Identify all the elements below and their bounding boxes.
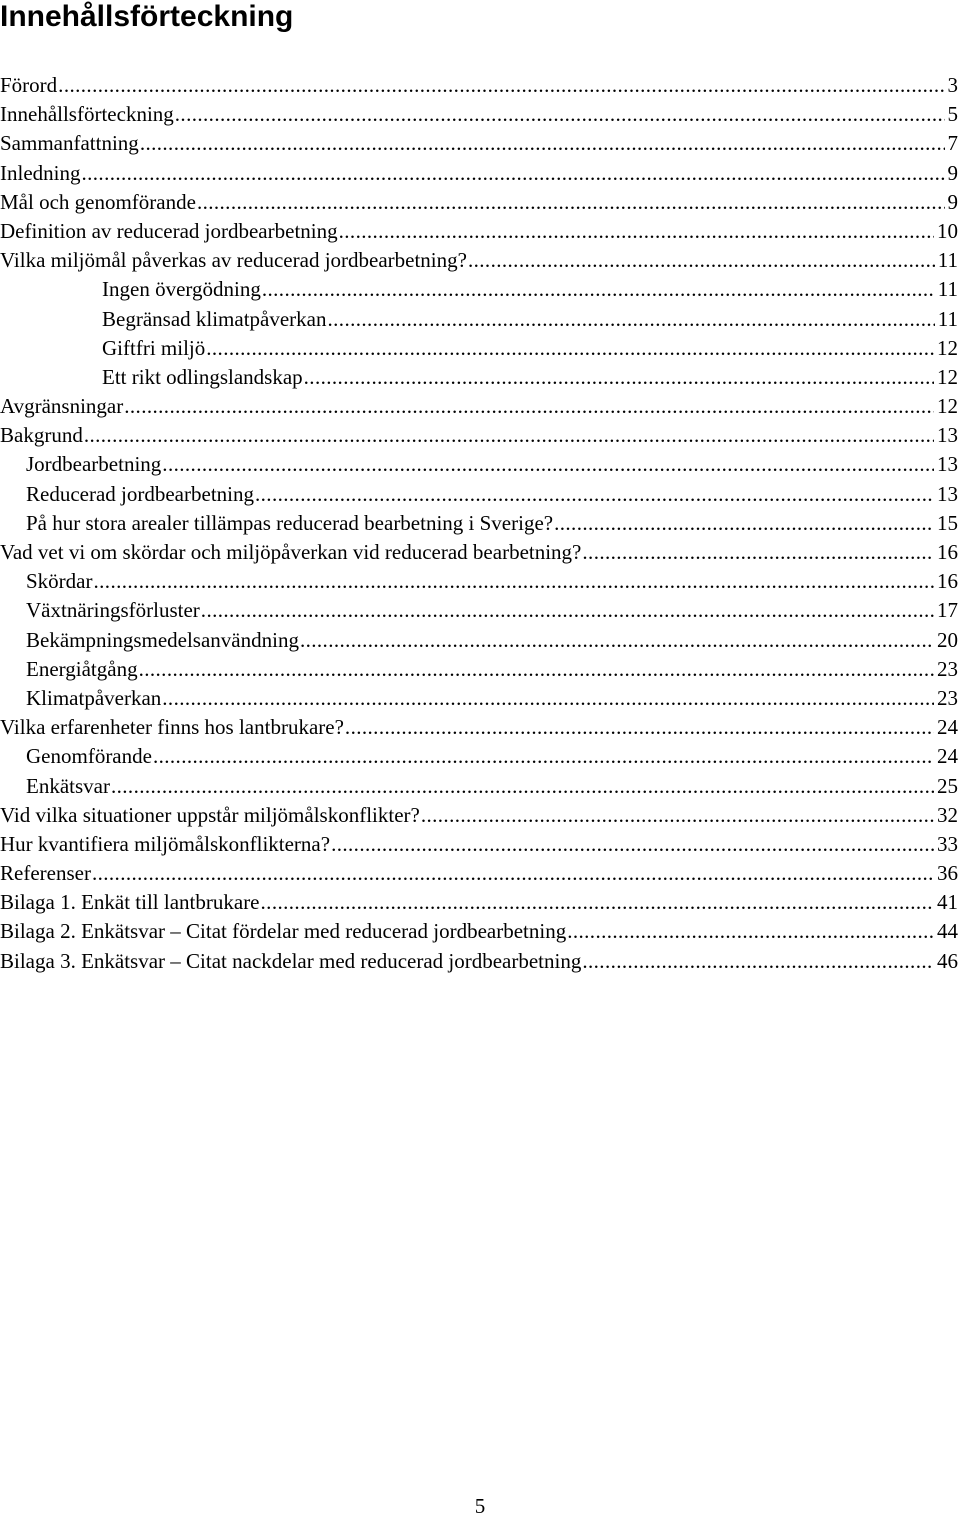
toc-entry[interactable] bbox=[0, 275, 958, 304]
toc-entry-page: 3 bbox=[947, 73, 958, 97]
toc-entry[interactable] bbox=[0, 713, 958, 742]
toc-entry[interactable] bbox=[0, 538, 958, 567]
dot-leader bbox=[582, 538, 934, 567]
dot-leader bbox=[124, 392, 934, 421]
toc-entry-title: Reducerad jordbearbetning bbox=[26, 481, 254, 506]
dot-leader bbox=[175, 100, 945, 129]
toc-entry[interactable] bbox=[0, 71, 958, 100]
toc-entry[interactable] bbox=[0, 626, 958, 655]
dot-leader bbox=[84, 421, 934, 450]
toc-entry-page: 13 bbox=[937, 423, 958, 448]
toc-entry[interactable] bbox=[0, 567, 958, 596]
toc-entry-page: 23 bbox=[937, 685, 958, 710]
toc-entry-title: Bilaga 1. Enkät till lantbrukare bbox=[0, 890, 260, 915]
page-title: Innehållsförteckning bbox=[0, 0, 294, 33]
toc-entry-title: Vad vet vi om skördar och miljöpåverkan vid reducerad bearbetning? bbox=[0, 540, 582, 564]
toc-entry-page: 32 bbox=[937, 802, 958, 827]
dot-leader bbox=[94, 567, 935, 596]
toc-entry-title: Inledning bbox=[0, 160, 81, 185]
toc-entry[interactable] bbox=[0, 888, 958, 917]
toc-entry-title: Genomförande bbox=[26, 744, 152, 769]
toc-entry-title: Ett rikt odlingslandskap bbox=[102, 364, 303, 389]
toc-entry-title: Avgränsningar bbox=[0, 394, 124, 419]
toc-entry-title: På hur stora arealer tillämpas reducerad bearbetning i Sverige? bbox=[26, 510, 554, 535]
toc-entry-title: Jordbearbetning bbox=[26, 452, 162, 477]
toc-entry[interactable] bbox=[0, 509, 958, 538]
toc-entry-title: Enkätsvar bbox=[26, 773, 110, 798]
toc-entry[interactable] bbox=[0, 772, 958, 801]
toc-entry[interactable] bbox=[0, 801, 958, 830]
dot-leader bbox=[139, 655, 934, 684]
dot-leader bbox=[421, 801, 934, 830]
toc-entry-page: 33 bbox=[937, 831, 958, 856]
toc-entry[interactable] bbox=[0, 480, 958, 509]
toc-entry-title: Vilka miljömål påverkas av reducerad jordbearbetning? bbox=[0, 248, 467, 273]
toc-entry-title: Begränsad klimatpåverkan bbox=[102, 306, 327, 331]
toc-entry-page: 17 bbox=[937, 598, 958, 623]
dot-leader bbox=[345, 713, 934, 742]
toc-entry[interactable] bbox=[0, 947, 958, 976]
dot-leader bbox=[262, 275, 935, 304]
toc-entry[interactable] bbox=[0, 246, 958, 275]
dot-leader bbox=[567, 917, 934, 946]
toc-entry[interactable] bbox=[0, 129, 958, 158]
toc-entry[interactable] bbox=[0, 305, 958, 334]
toc-entry-title: Referenser bbox=[0, 861, 91, 886]
toc-entry[interactable] bbox=[0, 742, 958, 771]
toc-entry-title: Växtnäringsförluster bbox=[26, 598, 200, 623]
dot-leader bbox=[58, 71, 944, 100]
toc-entry-title: Sammanfattning bbox=[0, 131, 139, 156]
toc-entry-page: 7 bbox=[947, 131, 958, 156]
toc-entry-page: 25 bbox=[937, 773, 958, 798]
dot-leader bbox=[554, 509, 934, 538]
dot-leader bbox=[261, 888, 934, 917]
toc-entry[interactable] bbox=[0, 859, 958, 888]
toc-entry-page: 13 bbox=[937, 452, 958, 477]
toc-entry-page: 23 bbox=[937, 656, 958, 681]
dot-leader bbox=[468, 246, 935, 275]
toc-entry-title: Definition av reducerad jordbearbetning bbox=[0, 218, 338, 243]
dot-leader bbox=[201, 596, 934, 625]
toc-entry-title: Hur kvantifiera miljömålskonflikterna? bbox=[0, 831, 331, 856]
dot-leader bbox=[197, 188, 945, 217]
toc-entry-page: 12 bbox=[937, 394, 958, 419]
toc-entry[interactable] bbox=[0, 917, 958, 946]
dot-leader bbox=[153, 742, 934, 771]
toc-entry-title: Klimatpåverkan bbox=[26, 685, 162, 710]
dot-leader bbox=[300, 626, 934, 655]
toc-entry-page: 13 bbox=[937, 481, 958, 506]
toc-entry[interactable] bbox=[0, 363, 958, 392]
toc-entry-title: Vid vilka situationer uppstår miljömålskonflikter? bbox=[0, 802, 420, 827]
dot-leader bbox=[81, 159, 944, 188]
toc-entry[interactable] bbox=[0, 334, 958, 363]
toc-entry-page: 36 bbox=[937, 861, 958, 886]
toc-entry-title: Bekämpningsmedelsanvändning bbox=[26, 627, 299, 652]
page-number: 5 bbox=[474, 1494, 486, 1518]
toc-entry[interactable] bbox=[0, 596, 958, 625]
toc-entry[interactable] bbox=[0, 100, 958, 129]
toc-entry-page: 16 bbox=[937, 540, 958, 564]
toc-entry-title: Förord bbox=[0, 73, 58, 97]
toc-entry[interactable] bbox=[0, 450, 958, 479]
toc-entry-page: 12 bbox=[937, 335, 958, 360]
toc-entry-title: Energiåtgång bbox=[26, 656, 138, 681]
toc-entry-page: 46 bbox=[937, 948, 958, 973]
toc-entry-title: Bilaga 2. Enkätsvar – Citat fördelar med reducerad jordbearbetning bbox=[0, 919, 567, 944]
toc-entry-title: Giftfri miljö bbox=[102, 335, 206, 360]
toc-entry-page: 24 bbox=[937, 715, 958, 740]
toc-entry-page: 44 bbox=[937, 919, 958, 944]
dot-leader bbox=[331, 830, 934, 859]
toc-entry-page: 16 bbox=[937, 569, 958, 594]
dot-leader bbox=[206, 334, 934, 363]
toc-entry-title: Ingen övergödning bbox=[102, 277, 261, 302]
dot-leader bbox=[162, 450, 934, 479]
toc-entry-page: 15 bbox=[937, 510, 958, 535]
toc-entry[interactable] bbox=[0, 421, 958, 450]
toc-entry-page: 24 bbox=[937, 744, 958, 769]
dot-leader bbox=[140, 129, 945, 158]
toc-entry-page: 11 bbox=[937, 306, 958, 331]
dot-leader bbox=[162, 684, 934, 713]
toc-entry-title: Mål och genomförande bbox=[0, 189, 196, 214]
toc-entry[interactable] bbox=[0, 217, 958, 246]
dot-leader bbox=[328, 305, 935, 334]
toc-entry-page: 10 bbox=[937, 218, 958, 243]
dot-leader bbox=[255, 480, 934, 509]
toc-entry-page: 11 bbox=[937, 248, 958, 273]
dot-leader bbox=[304, 363, 934, 392]
toc-entry-title: Bakgrund bbox=[0, 423, 83, 448]
toc-entry-page: 9 bbox=[947, 160, 958, 185]
toc-entry[interactable] bbox=[0, 684, 958, 713]
dot-leader bbox=[582, 947, 934, 976]
dot-leader bbox=[92, 859, 934, 888]
toc-entry[interactable] bbox=[0, 159, 958, 188]
toc-entry-page: 41 bbox=[937, 890, 958, 915]
toc-entry[interactable] bbox=[0, 392, 958, 421]
toc-entry-title: Bilaga 3. Enkätsvar – Citat nackdelar med reducerad jordbearbetning bbox=[0, 948, 582, 973]
toc-entry-page: 11 bbox=[937, 277, 958, 302]
dot-leader bbox=[339, 217, 934, 246]
table-of-contents bbox=[0, 71, 958, 976]
toc-entry-page: 9 bbox=[947, 189, 958, 214]
toc-entry-page: 12 bbox=[937, 364, 958, 389]
toc-entry[interactable] bbox=[0, 830, 958, 859]
toc-entry[interactable] bbox=[0, 655, 958, 684]
toc-entry-title: Vilka erfarenheter finns hos lantbrukare? bbox=[0, 715, 344, 740]
toc-entry-page: 5 bbox=[947, 102, 958, 127]
toc-entry-title: Innehållsförteckning bbox=[0, 102, 174, 127]
toc-entry-page: 20 bbox=[937, 627, 958, 652]
toc-entry[interactable] bbox=[0, 188, 958, 217]
toc-entry-title: Skördar bbox=[26, 569, 93, 594]
dot-leader bbox=[111, 772, 934, 801]
